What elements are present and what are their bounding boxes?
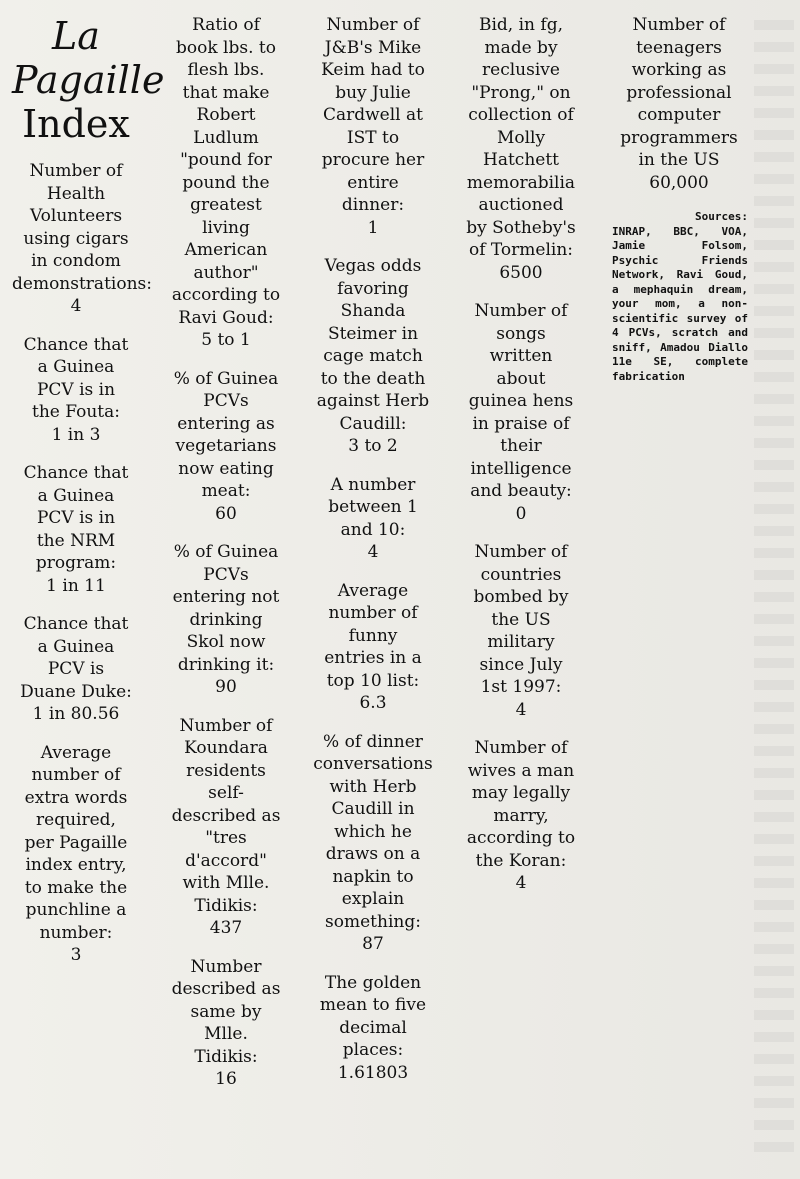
title-line-pagaille: Pagaille	[12, 58, 165, 102]
index-entry: Number described as same by Mlle. Tidikis: 16	[171, 956, 281, 1089]
page-title	[12, 14, 165, 146]
index-entry: Number of countries bombed by the US military since July 1st 1997: 4	[473, 542, 569, 720]
index-entry: Number of Koundara residents self- described as "tres d'accord" with Mlle. Tidikis: 437	[171, 715, 281, 938]
index-entry: % of dinner conversations with Herb Caudill in which he draws on a napkin to explain something: 87	[313, 731, 433, 954]
index-entry: Number of teenagers working as professional computer programmers in the US 60,000	[620, 15, 738, 193]
index-entry: Bid, in fg, made by reclusive "Prong," on collection of Molly Hatchett memorabilia auctioned by Sotheby's of Tormelin: 6500	[466, 15, 576, 283]
column-2	[160, 14, 292, 1107]
index-entry: Average number of extra words required, per Pagaille index entry, to make the punchline a number: 3	[24, 742, 128, 965]
title-line-la: La	[52, 14, 100, 58]
index-entry: Chance that a Guinea PCV is Duane Duke: 1 in 80.56	[20, 614, 132, 724]
index-entry: % of Guinea PCVs entering as vegetarians now eating meat: 60	[173, 368, 279, 524]
index-entry: Vegas odds favoring Shanda Steimer in cage match to the death against Herb Caudill: 3 to 2	[316, 256, 430, 456]
column-1	[12, 14, 165, 983]
index-entry: Number of wives a man may legally marry, according to the Koran: 4	[466, 738, 576, 893]
index-entry: % of Guinea PCVs entering not drinking Skol now drinking it: 90	[172, 542, 280, 697]
sources-label: Sources:	[695, 210, 748, 223]
index-entry: The golden mean to five decimal places: 1.61803	[319, 972, 427, 1083]
index-entry: Average number of funny entries in a top 10 list: 6.3	[324, 580, 422, 713]
sources-text: INRAP, BBC, VOA, Jamie Folsom, Psychic Friends Network, Ravi Goud, a mephaquin dream, your mom, a non-scientific survey of 4 PCVs, scratch and sniff, Amadou Diallo 11e SE, complete fabrication	[612, 224, 748, 383]
sources-block	[612, 210, 748, 384]
index-entry: Chance that a Guinea PCV is in the Fouta: 1 in 3	[23, 334, 129, 445]
index-entry: Number of Health Volunteers using cigars in condom demonstrations: 4	[12, 161, 152, 316]
bleed-through-texture	[754, 20, 794, 1160]
index-entry: Number of songs written about guinea hens in praise of their intelligence and beauty: 0	[468, 301, 574, 524]
index-entry: Ratio of book lbs. to flesh lbs. that make Robert Ludlum "pound for pound the greatest living American author" according to Ravi Goud: 5 to 1	[171, 15, 281, 350]
column-3	[310, 14, 436, 1100]
column-4	[458, 14, 584, 911]
column-5	[604, 14, 754, 384]
index-entry: Number of J&B's Mike Keim had to buy Julie Cardwell at IST to procure her entire dinner: 1	[321, 15, 425, 238]
index-entry: Chance that a Guinea PCV is in the NRM program: 1 in 11	[23, 463, 129, 596]
title-line-index: Index	[22, 102, 130, 146]
index-entry: A number between 1 and 10: 4	[328, 474, 418, 562]
